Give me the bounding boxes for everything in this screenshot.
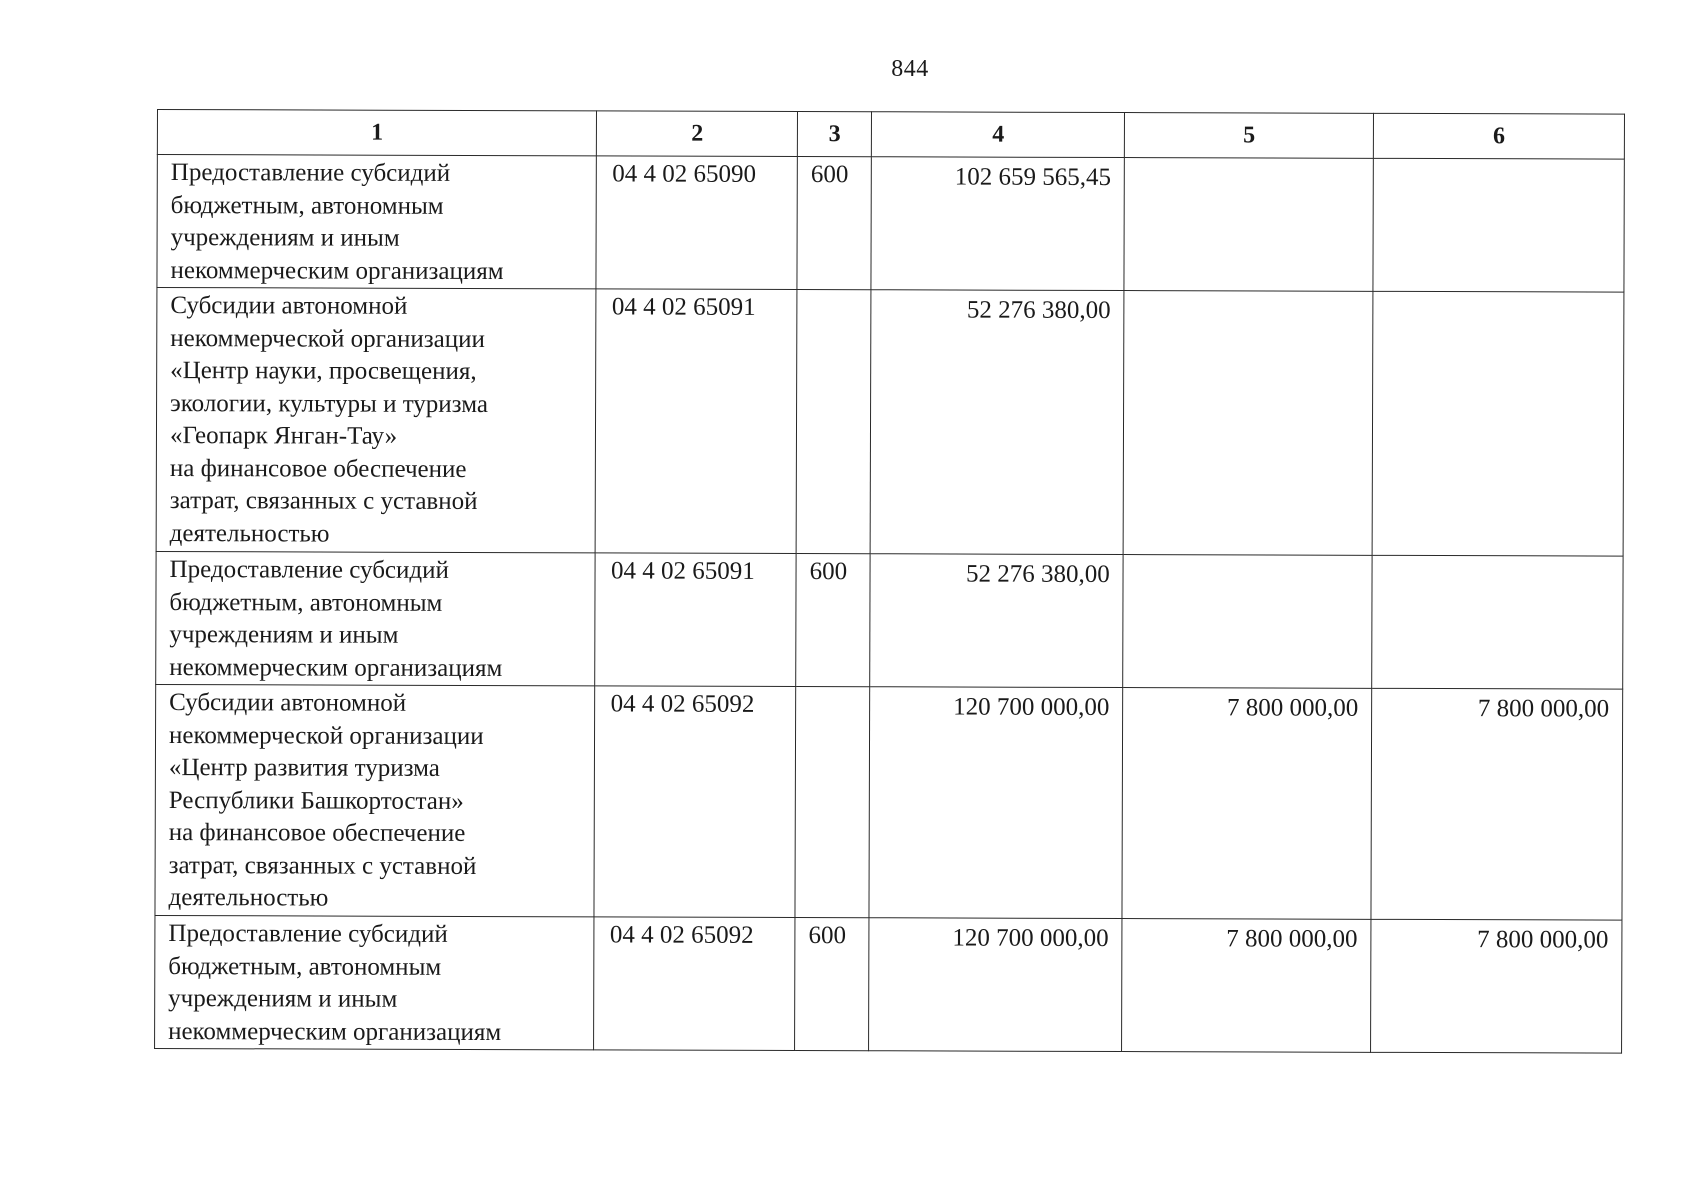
header-col-3: 3	[798, 112, 872, 157]
row-name-line: Предоставление субсидий	[169, 556, 449, 584]
row-name-line: некоммерческим организациям	[169, 653, 503, 682]
budget-table	[154, 109, 1625, 1054]
header-col-6: 6	[1373, 113, 1624, 159]
row-name-line: «Геопарк Янган-Тау»	[169, 422, 398, 450]
header-col-4: 4	[872, 112, 1125, 158]
row-name-line: деятельностью	[168, 884, 329, 912]
row-code: 04 4 02 65092	[594, 917, 795, 1051]
header-col-2: 2	[597, 111, 798, 157]
row-sum-col6	[1372, 291, 1624, 556]
row-sum-col6: 7 800 000,00	[1371, 688, 1623, 920]
row-code: 04 4 02 65092	[594, 686, 795, 918]
row-name-line: «Центр развития туризма	[168, 754, 440, 782]
row-name	[156, 288, 596, 553]
row-name-line: учреждениям и иным	[170, 224, 400, 252]
row-name-line: затрат, связанных с уставной	[169, 487, 478, 516]
table-row	[155, 684, 1623, 920]
row-name-line: деятельностью	[169, 519, 330, 548]
row-name-line: учреждениям и иным	[168, 985, 398, 1013]
row-code: 04 4 02 65091	[596, 289, 798, 554]
row-name-line: бюджетным, автономным	[170, 191, 444, 220]
row-name-line: некоммерческой организации	[168, 721, 484, 750]
row-name-line: бюджетным, автономным	[169, 588, 443, 617]
row-name-line: учреждениям и иным	[169, 621, 399, 649]
row-sum-col5: 7 800 000,00	[1122, 919, 1371, 1053]
row-expense-type: 600	[795, 918, 870, 1051]
row-expense-type	[796, 290, 871, 554]
table-body	[155, 155, 1625, 1054]
row-name	[157, 155, 597, 289]
row-sum-col4: 52 276 380,00	[870, 554, 1123, 688]
table-header	[157, 110, 1624, 160]
header-col-1: 1	[157, 110, 597, 156]
row-name-line: затрат, связанных с уставной	[168, 851, 477, 880]
page-number: 844	[891, 56, 929, 82]
row-sum-col4: 102 659 565,45	[871, 157, 1124, 291]
table-row	[157, 155, 1624, 293]
header-row	[157, 110, 1624, 160]
row-name	[156, 551, 596, 685]
row-expense-type: 600	[797, 157, 872, 290]
row-name	[155, 684, 595, 916]
row-name-line: экологии, культуры и туризма	[170, 389, 489, 418]
row-name-line: на финансовое обеспечение	[168, 819, 466, 847]
row-sum-col4: 120 700 000,00	[869, 918, 1122, 1052]
row-sum-col6	[1372, 555, 1623, 689]
row-name-line: некоммерческим организациям	[170, 256, 504, 285]
row-sum-col5: 7 800 000,00	[1122, 688, 1372, 920]
row-sum-col6	[1373, 158, 1624, 292]
row-expense-type	[795, 687, 870, 918]
row-code: 04 4 02 65090	[596, 156, 797, 290]
row-sum-col4: 120 700 000,00	[869, 687, 1123, 919]
row-name-line: на финансовое обеспечение	[169, 454, 467, 483]
row-name-line: Субсидии автономной	[170, 292, 408, 320]
row-name	[155, 915, 595, 1049]
row-name-line: бюджетным, автономным	[168, 952, 442, 981]
row-sum-col5	[1124, 158, 1373, 292]
row-sum-col6: 7 800 000,00	[1371, 919, 1622, 1053]
table-row	[155, 915, 1622, 1053]
row-name-line: Предоставление субсидий	[170, 159, 451, 187]
row-name-line: некоммерческой организации	[170, 324, 485, 353]
row-sum-col4: 52 276 380,00	[871, 290, 1125, 555]
row-name-line: «Центр науки, просвещения,	[170, 357, 477, 386]
row-name-line: Республики Башкортостан»	[168, 786, 464, 815]
table-row	[156, 288, 1624, 557]
row-name-line: Субсидии автономной	[169, 689, 407, 717]
row-name-line: Предоставление субсидий	[168, 920, 448, 948]
row-sum-col5	[1123, 555, 1372, 689]
row-sum-col5	[1123, 291, 1373, 556]
row-name-line: некоммерческим организациям	[168, 1017, 502, 1046]
table-row	[156, 551, 1623, 689]
row-expense-type: 600	[796, 554, 871, 687]
header-col-5: 5	[1125, 113, 1374, 159]
row-code: 04 4 02 65091	[595, 553, 796, 687]
